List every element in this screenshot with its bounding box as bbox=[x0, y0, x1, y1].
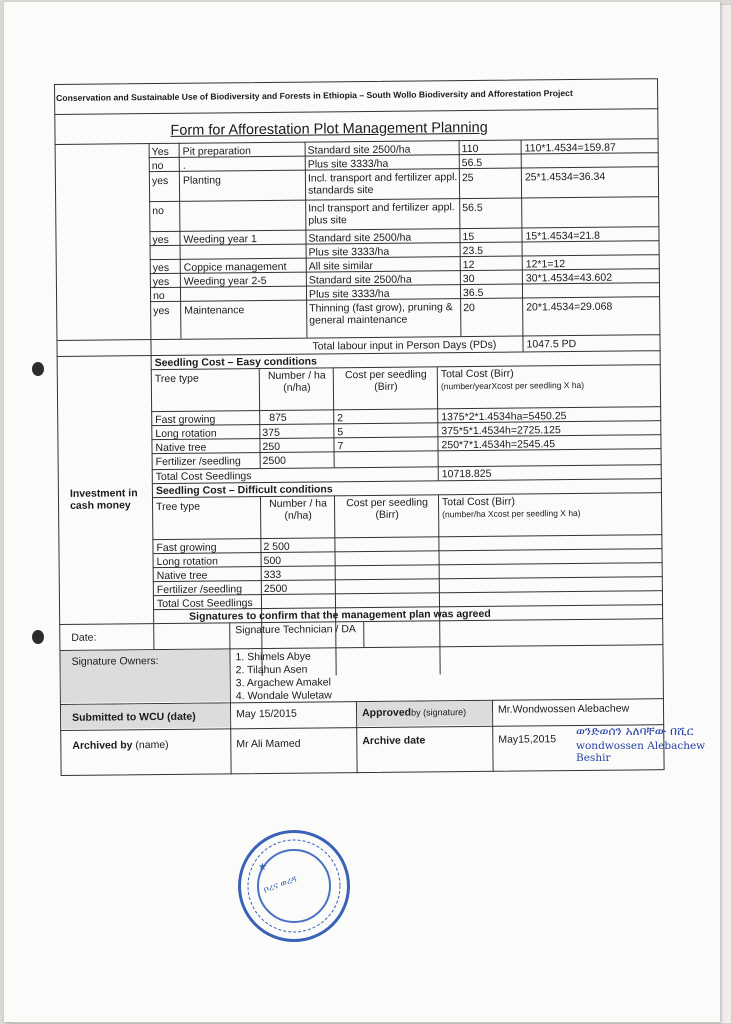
technician-label: Signature Technician / DA bbox=[235, 623, 356, 637]
owner-name: 3. Argachew Amakel bbox=[235, 676, 331, 690]
stamp-ring-icon bbox=[238, 830, 350, 942]
labour-row: yes Weeding year 2-5 Standard site 2500/ha 30 30*1.4534=43.602 bbox=[152, 271, 613, 289]
difficult-col-total: Total Cost (Birr) bbox=[441, 495, 516, 509]
labour-row: yes Planting Incl. transport and fertilizer appl. standards site 25 25*1.4534=36.34 bbox=[151, 170, 606, 197]
labour-total-label: Total labour input in Person Days (PDs) bbox=[312, 338, 497, 353]
easy-col-tree: Tree type bbox=[154, 372, 199, 386]
easy-row: Fast growing 875 2 1375*2*1.4534ha=5450.25 bbox=[155, 410, 567, 427]
easy-col-cost: Cost per seedling (Birr) bbox=[344, 368, 427, 393]
owner-name: 1. Shimels Abye bbox=[235, 650, 311, 664]
project-header: Conservation and Sustainable Use of Biodiversity and Forests in Ethiopia – South Wollo Biodiversity and Afforestation Project bbox=[56, 88, 573, 103]
difficult-col-total-sub: (number/ha Xcost per seedling X ha) bbox=[442, 507, 581, 520]
approved-label: Approvedby (signature) bbox=[361, 706, 467, 720]
labour-row: yes Coppice management All site similar 12 12*1=12 bbox=[152, 258, 566, 275]
easy-total-value: 10718.825 bbox=[441, 467, 492, 481]
svg-text:★: ★ bbox=[258, 862, 267, 873]
difficult-title: Seedling Cost – Difficult conditions bbox=[155, 483, 333, 498]
form-title: Form for Afforestation Plot Management Planning bbox=[170, 119, 488, 139]
labour-row: Yes Pit preparation Standard site 2500/ha 110 110*1.4534=159.87 bbox=[151, 141, 616, 159]
easy-total-label: Total Cost Seedlings bbox=[155, 470, 252, 484]
archive-date-value: May15,2015 bbox=[498, 733, 557, 746]
archived-value: Mr Ali Mamed bbox=[236, 737, 301, 751]
difficult-row: Fertilizer /seedling 2500 bbox=[156, 582, 288, 597]
difficult-row: Native tree 333 bbox=[156, 568, 282, 583]
punch-hole bbox=[32, 362, 44, 376]
owners-label: Signature Owners: bbox=[71, 655, 159, 668]
labour-row: no Incl transport and fertilizer appl. plus site 56.5 bbox=[152, 201, 483, 227]
signatures-title: Signatures to confirm that the management plan was agreed bbox=[189, 607, 491, 623]
punch-hole bbox=[32, 630, 44, 644]
handwritten-amharic-signature: ወንድወሰን አለባቸው በሺር bbox=[576, 724, 694, 738]
difficult-col-tree: Tree type bbox=[156, 500, 201, 514]
owner-name: 2. Tilahun Asen bbox=[235, 663, 308, 677]
submitted-label: Submitted to WCU (date) bbox=[72, 710, 196, 724]
archived-label: Archived by (name) bbox=[72, 738, 169, 752]
submitted-value: May 15/2015 bbox=[236, 707, 297, 721]
easy-row: Fertilizer /seedling 2500 bbox=[155, 454, 287, 469]
difficult-row: Fast growing 2 500 bbox=[156, 540, 290, 555]
labour-total-value: 1047.5 PD bbox=[526, 338, 577, 351]
labour-row: Plus site 3333/ha 23.5 bbox=[308, 244, 484, 259]
labour-row: no . Plus site 3333/ha 56.5 bbox=[151, 156, 483, 173]
round-stamp: ቦረና ወረዳ ★ bbox=[238, 830, 350, 942]
easy-row: Long rotation 375 5 375*5*1.4534h=2725.125 bbox=[155, 424, 561, 441]
easy-title: Seedling Cost – Easy conditions bbox=[154, 355, 317, 370]
investment-label: Investment in cash money bbox=[69, 487, 138, 512]
easy-col-number: Number / ha (n/ha) bbox=[267, 369, 326, 394]
labour-row: yes Maintenance Thinning (fast grow), pruning & general maintenance 20 20*1.4534=29.068 bbox=[153, 300, 613, 327]
difficult-row: Long rotation 500 bbox=[156, 554, 282, 569]
difficult-col-number: Number / ha (n/ha) bbox=[269, 497, 327, 522]
difficult-total-label: Total Cost Seedlings bbox=[156, 597, 253, 611]
labour-row: yes Weeding year 1 Standard site 2500/ha 15 15*1.4534=21.8 bbox=[152, 229, 600, 247]
approved-value: Mr.Wondwossen Alebachew bbox=[497, 702, 630, 716]
easy-col-total: Total Cost (Birr) bbox=[440, 367, 514, 381]
easy-row: Native tree 250 7 250*7*1.4534h=2545.45 bbox=[155, 438, 556, 455]
date-label: Date: bbox=[71, 631, 97, 644]
afforestation-form bbox=[54, 78, 665, 776]
difficult-col-cost: Cost per seedling (Birr) bbox=[346, 496, 428, 521]
owner-name: 4. Wondale Wuletaw bbox=[235, 689, 332, 703]
easy-col-total-sub: (number/yearXcost per seedling X ha) bbox=[440, 379, 585, 392]
archive-date-label: Archive date bbox=[362, 734, 426, 748]
labour-row: no Plus site 3333/ha 36.5 bbox=[152, 286, 484, 303]
handwritten-latin-signature: wondwossen Alebachew Beshir bbox=[576, 740, 706, 764]
